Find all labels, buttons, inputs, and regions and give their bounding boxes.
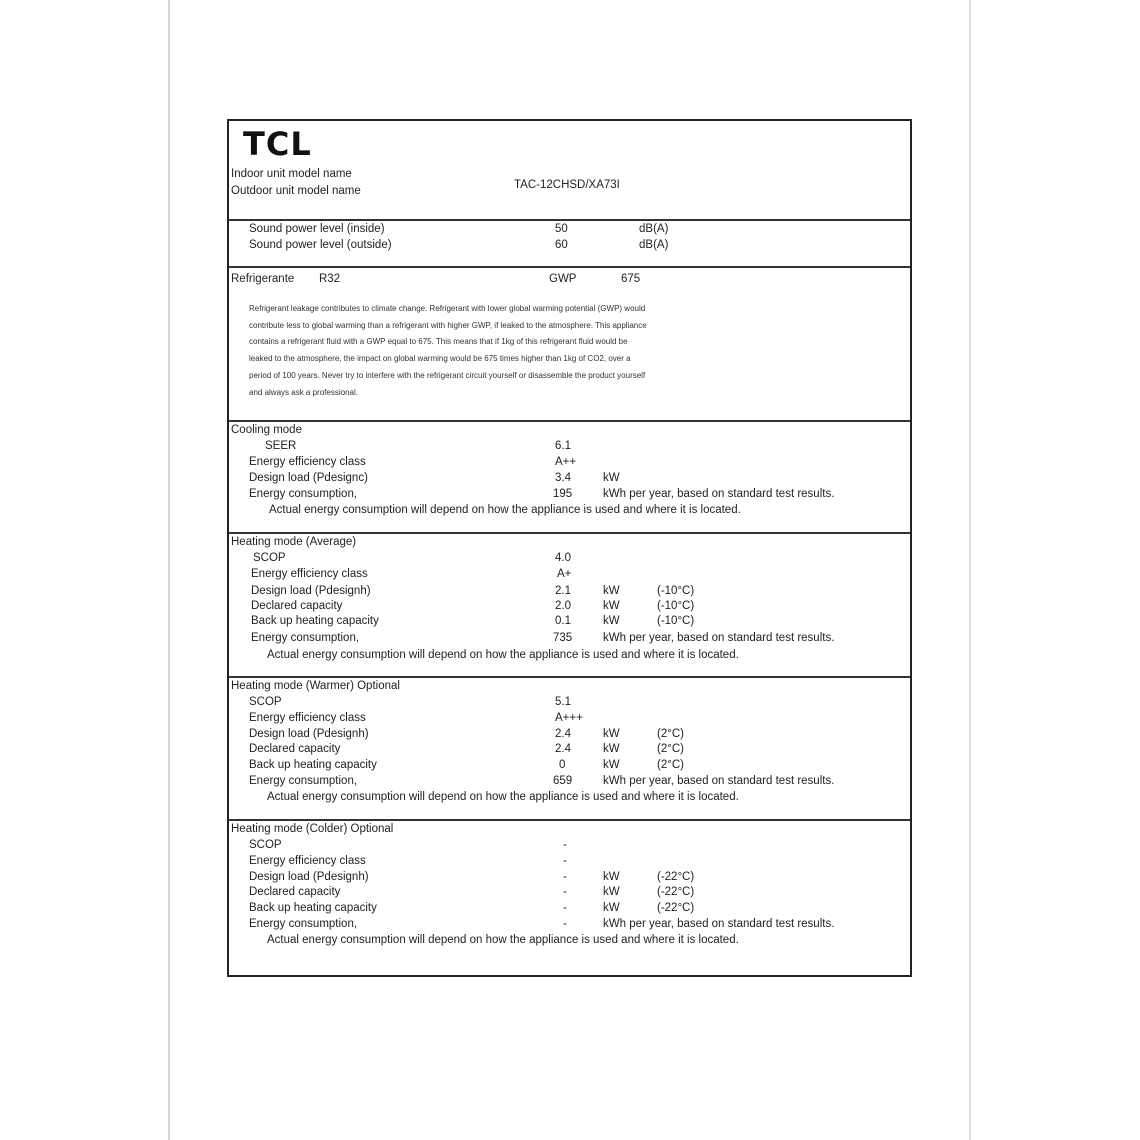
divider — [229, 266, 910, 268]
cooling-eec-label: Energy efficiency class — [249, 456, 366, 468]
heating-warm-declared-temp: (2°C) — [657, 743, 684, 755]
heating-warm-backup-temp: (2°C) — [657, 759, 684, 771]
heating-avg-consumption-label: Energy consumption, — [251, 632, 360, 644]
heating-cold-consumption-label: Energy consumption, — [249, 918, 358, 930]
heating-avg-backup-value: 0.1 — [555, 615, 571, 627]
gwp-label: GWP — [549, 273, 577, 285]
heating-warm-backup-label: Back up heating capacity — [249, 759, 377, 771]
divider — [229, 219, 910, 221]
refrigerant-label: Refrigerante — [231, 273, 295, 285]
heating-warm-design-label: Design load (Pdesignh) — [249, 728, 369, 740]
outdoor-unit-label: Outdoor unit model name — [231, 185, 361, 197]
heating-cold-design-label: Design load (Pdesignh) — [249, 871, 369, 883]
refrigerant-type: R32 — [319, 273, 341, 285]
heating-cold-title: Heating mode (Colder) Optional — [231, 823, 394, 835]
heating-warm-scop-value: 5.1 — [555, 696, 571, 708]
heating-avg-declared-value: 2.0 — [555, 600, 571, 612]
heating-cold-scop-value: - — [563, 839, 567, 851]
cooling-design-label: Design load (Pdesignc) — [249, 472, 368, 484]
heating-cold-eec-label: Energy efficiency class — [249, 855, 366, 867]
divider — [229, 676, 910, 678]
heating-avg-eec-label: Energy efficiency class — [251, 568, 368, 580]
cooling-consumption-unit: kWh per year, based on standard test results. — [603, 488, 835, 500]
heating-cold-declared-temp: (-22°C) — [657, 886, 695, 898]
energy-label-sheet — [227, 119, 912, 977]
heating-warm-backup-unit: kW — [603, 759, 620, 771]
divider — [229, 420, 910, 422]
heating-avg-eec-value: A+ — [557, 568, 572, 580]
heating-avg-scop-value: 4.0 — [555, 552, 571, 564]
heating-avg-backup-unit: kW — [603, 615, 620, 627]
gwp-value: 675 — [621, 273, 641, 285]
page-edge-right — [969, 0, 971, 1140]
heating-avg-scop-label: SCOP — [253, 552, 286, 564]
heating-cold-backup-value: - — [563, 902, 567, 914]
heating-warm-actual-note: Actual energy consumption will depend on how the appliance is used and where it is located. — [267, 791, 739, 803]
heating-warm-consumption-label: Energy consumption, — [249, 775, 358, 787]
heating-avg-backup-label: Back up heating capacity — [251, 615, 379, 627]
heating-avg-backup-temp: (-10°C) — [657, 615, 695, 627]
heating-warm-consumption-value: 659 — [553, 775, 573, 787]
divider — [229, 532, 910, 534]
indoor-unit-label: Indoor unit model name — [231, 168, 352, 180]
seer-value: 6.1 — [555, 440, 571, 452]
sound-inside-unit: dB(A) — [639, 223, 669, 235]
cooling-design-value: 3.4 — [555, 472, 571, 484]
divider — [229, 819, 910, 821]
heating-avg-consumption-value: 735 — [553, 632, 573, 644]
cooling-eec-value: A++ — [555, 456, 577, 468]
heating-warm-design-value: 2.4 — [555, 728, 571, 740]
refrigerant-notice — [249, 301, 849, 401]
heating-cold-actual-note: Actual energy consumption will depend on how the appliance is used and where it is located. — [267, 934, 739, 946]
heating-warm-declared-label: Declared capacity — [249, 743, 341, 755]
heating-cold-design-temp: (-22°C) — [657, 871, 695, 883]
heating-warm-declared-unit: kW — [603, 743, 620, 755]
notice-line: leaked to the atmosphere, the impact on global warming would be 675 times higher than 1kg of CO2, over a — [249, 354, 631, 364]
heating-avg-declared-unit: kW — [603, 600, 620, 612]
sound-outside-label: Sound power level (outside) — [249, 239, 392, 251]
heating-cold-consumption-value: - — [563, 918, 567, 930]
heating-avg-design-unit: kW — [603, 585, 620, 597]
cooling-design-unit: kW — [603, 472, 620, 484]
sound-inside-value: 50 — [555, 223, 568, 235]
notice-line: contains a refrigerant fluid with a GWP equal to 675. This means that if 1kg of this refrigerant fluid would be — [249, 337, 628, 347]
sound-outside-value: 60 — [555, 239, 568, 251]
heating-avg-design-temp: (-10°C) — [657, 585, 695, 597]
cooling-consumption-label: Energy consumption, — [249, 488, 358, 500]
heating-cold-backup-label: Back up heating capacity — [249, 902, 377, 914]
notice-line: period of 100 years. Never try to interfere with the refrigerant circuit yourself or disassemble the product yourself — [249, 370, 646, 380]
heating-cold-declared-unit: kW — [603, 886, 620, 898]
model-name: TAC-12CHSD/XA73I — [514, 179, 620, 191]
page-edge-left — [168, 0, 170, 1140]
brand-logo: TCL — [243, 125, 312, 163]
heating-warm-declared-value: 2.4 — [555, 743, 571, 755]
heating-avg-declared-label: Declared capacity — [251, 600, 343, 612]
heating-warm-title: Heating mode (Warmer) Optional — [231, 680, 400, 692]
heating-warm-consumption-unit: kWh per year, based on standard test results. — [603, 775, 835, 787]
cooling-title: Cooling mode — [231, 424, 302, 436]
heating-warm-design-temp: (2°C) — [657, 728, 684, 740]
heating-warm-eec-label: Energy efficiency class — [249, 712, 366, 724]
heating-cold-design-unit: kW — [603, 871, 620, 883]
heating-cold-backup-unit: kW — [603, 902, 620, 914]
heating-warm-scop-label: SCOP — [249, 696, 282, 708]
heating-avg-consumption-unit: kWh per year, based on standard test results. — [603, 632, 835, 644]
seer-label: SEER — [265, 440, 297, 452]
heating-cold-eec-value: - — [563, 855, 567, 867]
notice-line: contribute less to global warming than a refrigerant with higher GWP, if leaked to the atmosphere. This appliance — [249, 320, 647, 330]
cooling-consumption-value: 195 — [553, 488, 573, 500]
heating-avg-declared-temp: (-10°C) — [657, 600, 695, 612]
heating-avg-title: Heating mode (Average) — [231, 536, 357, 548]
cooling-actual-note: Actual energy consumption will depend on how the appliance is used and where it is located. — [269, 504, 741, 516]
heating-cold-design-value: - — [563, 871, 567, 883]
heating-cold-scop-label: SCOP — [249, 839, 282, 851]
heating-cold-consumption-unit: kWh per year, based on standard test results. — [603, 918, 835, 930]
heating-avg-design-label: Design load (Pdesignh) — [251, 585, 371, 597]
heating-warm-backup-value: 0 — [559, 759, 566, 771]
heating-avg-actual-note: Actual energy consumption will depend on how the appliance is used and where it is located. — [267, 649, 739, 661]
notice-line: Refrigerant leakage contributes to climate change. Refrigerant with lower global warming potential (GWP) would — [249, 304, 646, 313]
sound-outside-unit: dB(A) — [639, 239, 669, 251]
heating-warm-eec-value: A+++ — [555, 712, 583, 724]
heating-cold-declared-value: - — [563, 886, 567, 898]
heating-avg-design-value: 2.1 — [555, 585, 571, 597]
heating-cold-declared-label: Declared capacity — [249, 886, 341, 898]
heating-cold-backup-temp: (-22°C) — [657, 902, 695, 914]
heating-warm-design-unit: kW — [603, 728, 620, 740]
sound-inside-label: Sound power level (inside) — [249, 223, 385, 235]
notice-line: and always ask a professional. — [249, 387, 358, 397]
